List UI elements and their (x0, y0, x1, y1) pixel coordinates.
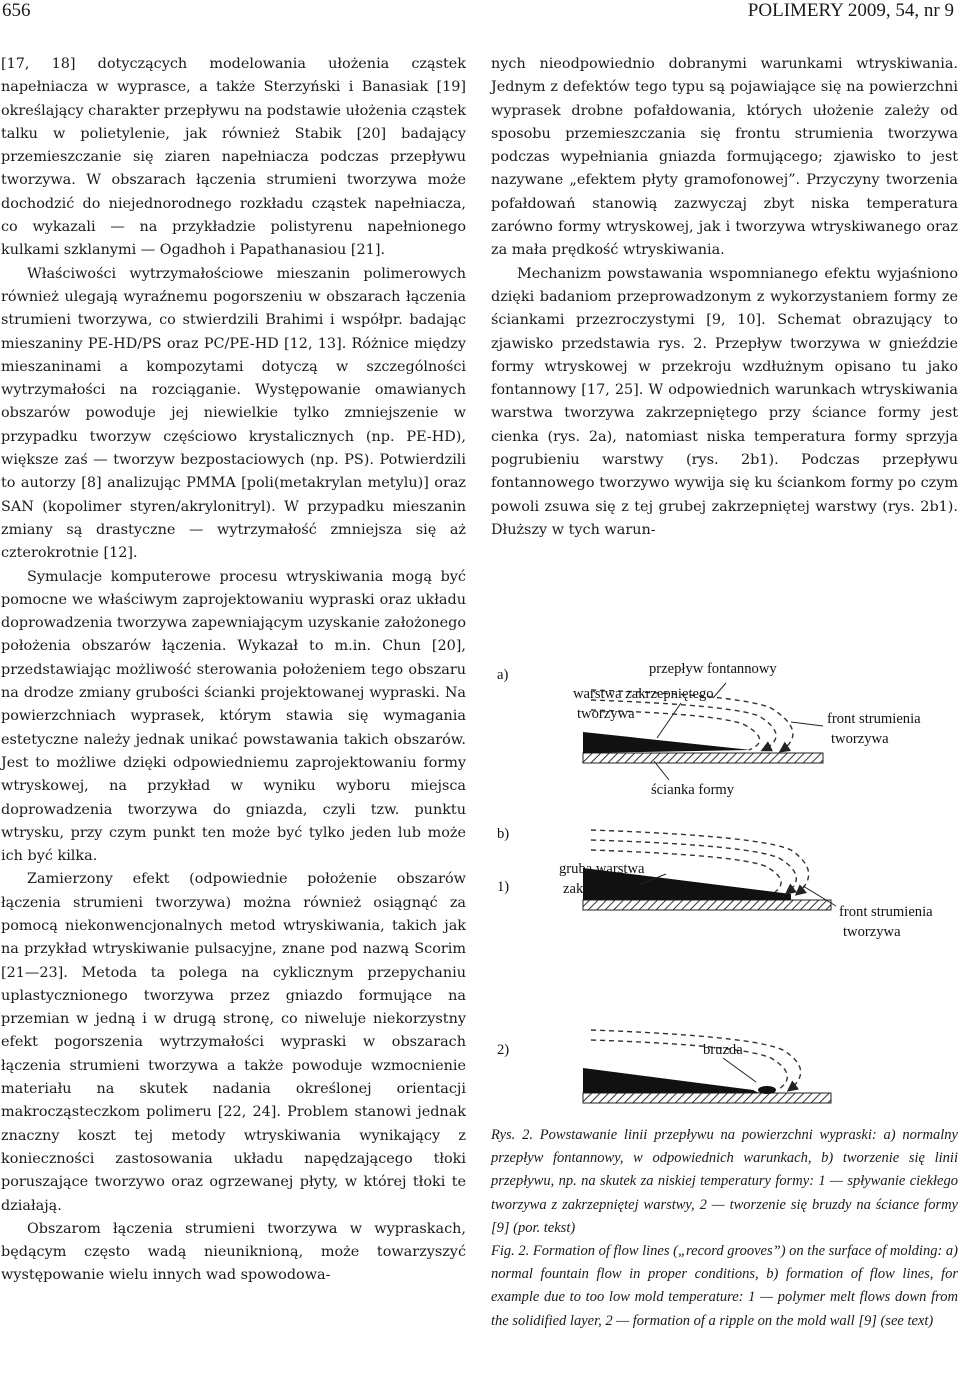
caption-english: Fig. 2. Formation of flow lines („record grooves”) on the surface of molding: a) normal fountain flow in proper conditions, b) formation of flow lines, for example due to too low mold temperature: 1 — polymer melt flows down from the solidified layer, 2 — formation of a ripple on the mold wall [9] (see text) (491, 1243, 958, 1329)
label-flow-front: front strumienia (827, 711, 921, 727)
leader-line (723, 1058, 756, 1082)
journal-title: POLIMERY 2009, 54, nr 9 (747, 0, 954, 21)
caption-polish: Rys. 2. Powstawanie linii przepływu na powierzchni wypraski: a) normalny przepływ fontannowy, w odpowiednich warunkach, b) tworzenie się linii przepływu, np. na skutek za niskiej temperatury formy: 1 — spływanie ciekłego tworzywa z zakrzepniętej warstwy, 2 — tworzenie się bruzdy na ściance formy [9] (por. tekst) (491, 1127, 958, 1236)
right-column (491, 53, 958, 542)
label-groove: bruzda (703, 1042, 743, 1058)
label-flow-front: front strumienia (839, 904, 933, 920)
label-a: a) (497, 667, 509, 683)
ripple-mark (758, 1086, 776, 1094)
paragraph: Symulacje komputerowe procesu wtryskiwania mogą być pomocne we właściwym zaprojektowaniu wypraski oraz układu doprowadzenia tworzywa zapewniającym uzyskanie założonego położenia obszarów łączenia. Wykazał to m.in. Chun [20], przedstawiając możliwość sterowania położeniem tego obszaru na drodze zmiany grubości ścianki projektowanej wypraski. Na powierzchniach wyprasek, którym stawia się wymagania estetyczne należy jednak unikać powstawania takich obszarów. Jest to możliwe dzięki odpowiedniemu zaprojektowaniu formy wtryskowej, na przykład w wyniku wyboru miejsca doprowadzenia tworzywa do gniazda, czyli tzw. punktu wtrysku, przy czym punkt ten może być tylko jeden lub może ich być kilka. (1, 568, 466, 865)
paragraph: Mechanizm powstawania wspomnianego efektu wyjaśniono dzięki badaniom przeprowadzonym z wykorzystaniem formy ze ściankami przezroczystymi [9, 10]. Schemat obrazujący to zjawisko przedstawia rys. 2. Przepływ tworzywa w gnieździe formy wtryskowej w przekroju wzdłużnym opisano tu jako fontannowy [17, 25]. W odpowiednich warunkach wtryskiwania warstwa tworzywa zakrzepniętego przy ściance formy jest cienka (rys. 2a), natomiast niska temperatura formy sprzyja pogrubieniu warstwy (rys. 2b1). Podczas przepływu fontannowego tworzywo wywija się ku ściankom formy po czym powoli zsuwa się z tej grubej zakrzepniętej warstwy (rys. 2b1). Dłuższy w tych warun- (491, 265, 958, 538)
paragraph: Właściwości wytrzymałościowe mieszanin polimerowych również ulegają wyraźnemu pogorszeniu w obszarach łączenia strumieni tworzywa, co stwierdzili Brahimi i współpr. badając mieszaniny PE-HD/PS oraz PC/PE-HD [12, 13]. Różnice między mieszaninami a kompozytami dotyczą w szczególności wytrzymałości na rozciąganie. Występowanie omawianych obszarów powoduje jej niewielkie tylko zmniejszenie w przypadku tworzyw częściowo krystalicznych (np. PE-HD), większe zaś — tworzyw bezpostaciowych (np. PS). Potwierdzili to autorzy [8] analizując PMMA [poli(metakrylan metylu)] oraz SAN (kopolimer styren/akrylonitryl). W przypadku mieszanin zmiany są drastyczne — wytrzymałość zmniejsza się aż czterokrotnie [12]. (1, 265, 466, 562)
label-solid-layer: tworzywa (577, 706, 635, 722)
paragraph: Zamierzony efekt (odpowiednie położenie obszarów łączenia strumieni tworzywa) można również osiągnąć za pomocą niekonwencjonalnych metod wtryskiwania, takich jak na przykład wtryskiwanie pulsacyjne, znane pod nazwą Scorim [21—23]. Metoda ta polega na cyklicznym przepychaniu uplastycznionego tworzywa przez gniazdo formujące na przemian w jedną i w drugą stronę, co niweluje niekorzystny efekt pogorszenia wytrzymałości wypraski w obszarach łączenia strumieni tworzywa a także powoduje wzmocnienie materiału na skutek nadania określonej orientacji makrocząsteczkom polimeru [22, 24]. Problem stanowi jednak znaczny koszt tej metody wtryskiwania wynikający z konieczności zastosowania układu napędzającego tłoki poruszające tworzywo oraz ogrzewanej płyty, w której tłoki te działają. (1, 871, 466, 1214)
label-fountain-flow: przepływ fontannowy (649, 661, 777, 677)
mold-wall (583, 1093, 831, 1103)
figure-2 (491, 650, 958, 1120)
leader-line (657, 703, 681, 738)
page-number: 656 (2, 0, 31, 21)
left-column (1, 53, 466, 1288)
label-2: 2) (497, 1042, 510, 1058)
paragraph: Obszarom łączenia strumieni tworzywa w wypraskach, będącym często wadą nieuniknioną, może towarzyszyć występowanie wielu innych wad spowodowa- (1, 1220, 466, 1284)
mold-wall (583, 753, 823, 763)
mold-wall (583, 900, 831, 910)
leader-line (713, 683, 726, 698)
label-1: 1) (497, 879, 510, 895)
label-solid-layer: warstwa zakrzepniętego (573, 686, 714, 702)
label-b: b) (497, 826, 510, 842)
label-flow-front: tworzywa (843, 924, 901, 940)
figure-caption (491, 1124, 958, 1333)
solidified-layer (583, 732, 751, 753)
label-flow-front: tworzywa (831, 731, 889, 747)
solidified-layer (583, 1068, 759, 1093)
paragraph: [17, 18] dotyczących modelowania ułożenia cząstek napełniacza w wyprasce, a także Sterzyński i Banasiak [19] określający charakter przepływu na podstawie ułożenia cząstek talku w polietylenie, jak również Stabik [20] badający przemieszczanie się ziaren napełniacza podczas przepływu tworzywa. W obszarach łączenia strumieni tworzywa może dochodzić do niejednorodnego rozkładu cząstek napełniacza, co wykazali — na przykładzie polistyrenu napełnionego kulkami szklanymi — Ogadhoh i Papathanasiou [21]. (1, 56, 466, 259)
label-thick-layer: gruba warstwa (559, 861, 645, 877)
leader-line (654, 761, 669, 780)
label-mold-wall: ścianka formy (651, 782, 735, 798)
leader-line (791, 722, 823, 726)
label-thick-layer: zakrzepniętego tworzywa (563, 881, 713, 897)
page-header (0, 0, 960, 28)
paragraph: nych nieodpowiednio dobranymi warunkami wtryskiwania. Jednym z defektów tego typu są pojawiające się na powierzchni wyprasek drobne pofałdowania, których ułożenie zależy od sposobu przemieszczania się frontu strumienia tworzywa podczas wypełniania gniazda formującego; zjawisko to jest nazywane „efektem płyty gramofonowej”. Przyczyny tworzenia pofałdowań stanowią zazwyczaj zbyt niska temperatura zarówno formy wtryskowej, jak i tworzywa wtryskiwanego oraz za mała prędkość wtryskiwania. (491, 56, 958, 259)
